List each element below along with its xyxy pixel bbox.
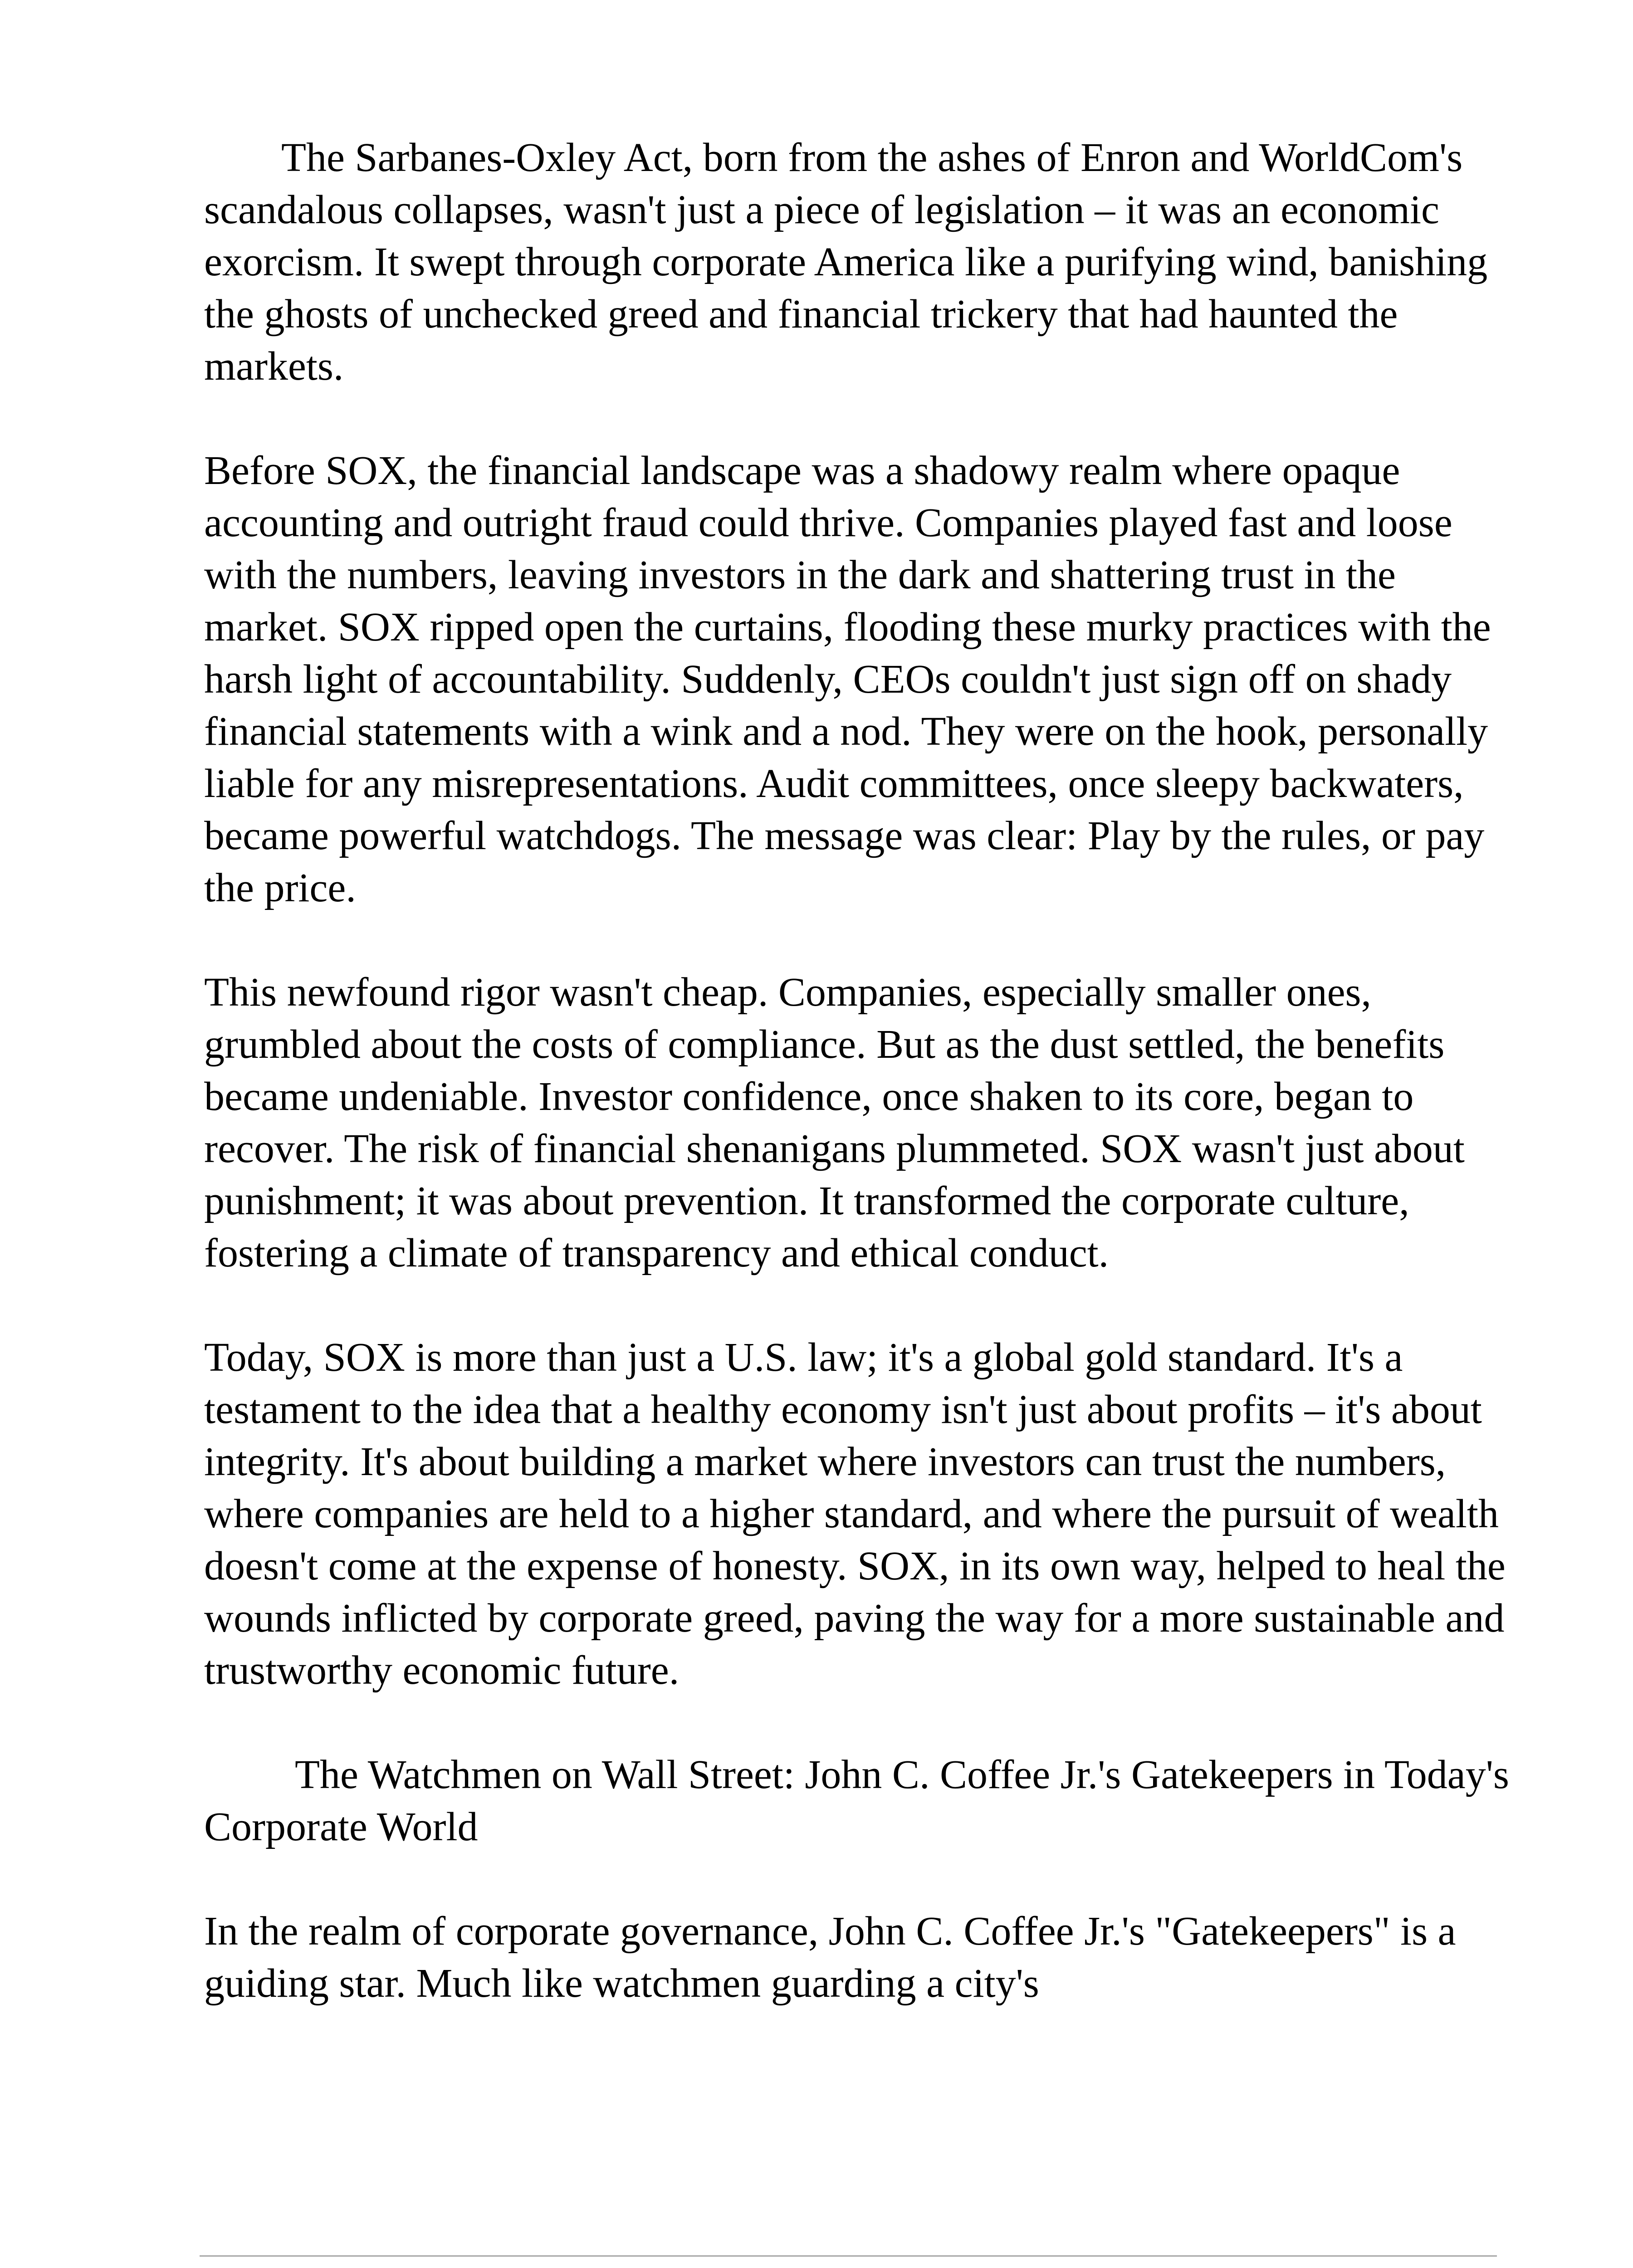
footer-divider [200, 2255, 1497, 2257]
paragraph-compliance-costs: This newfound rigor wasn't cheap. Companies, especially smaller ones, grumbled about the costs of compliance. But as the dust settled, the benefits became undeniable. Investor confidence, once shaken to its core, began to recover. The risk of financial shenanigans plummeted. SOX wasn't just about punishment; it was about prevention. It transformed the corporate culture, fostering a climate of transparency and ethical conduct. [204, 970, 1465, 1276]
body-text [204, 132, 1520, 2062]
section-heading: The Watchmen on Wall Street: John C. Coffee Jr.'s Gatekeepers in Today's Corporate World [204, 1752, 1509, 1849]
paragraph-sarbanes-oxley-intro: The Sarbanes-Oxley Act, born from the ashes of Enron and WorldCom's scandalous collapses, wasn't just a piece of legislation – it was an economic exorcism. It swept through corporate America like a purifying wind, banishing the ghosts of unchecked greed and financial trickery that had haunted the markets. [204, 135, 1488, 389]
paragraph-global-standard: Today, SOX is more than just a U.S. law; it's a global gold standard. It's a testament to the idea that a healthy economy isn't just about profits – it's about integrity. It's about building a market where investors can trust the numbers, where companies are held to a higher standard, and where the pursuit of wealth doesn't come at the expense of honesty. SOX, in its own way, helped to heal the wounds inflicted by corporate greed, paving the way for a more sustainable and trustworthy economic future. [204, 1335, 1506, 1693]
paragraph-before-sox: Before SOX, the financial landscape was a shadowy realm where opaque accounting and outright fraud could thrive. Companies played fast and loose with the numbers, leaving investors in the dark and shattering trust in the market. SOX ripped open the curtains, flooding these murky practices with the harsh light of accountability. Suddenly, CEOs couldn't just sign off on shady financial statements with a wink and a nod. They were on the hook, personally liable for any misrepresentations. Audit committees, once sleepy backwaters, became powerful watchdogs. The message was clear: Play by the rules, or pay the price. [204, 448, 1491, 910]
paragraph-gatekeepers: In the realm of corporate governance, John C. Coffee Jr.'s "Gatekeepers" is a guiding star. Much like watchmen guarding a city's [204, 1909, 1456, 2006]
